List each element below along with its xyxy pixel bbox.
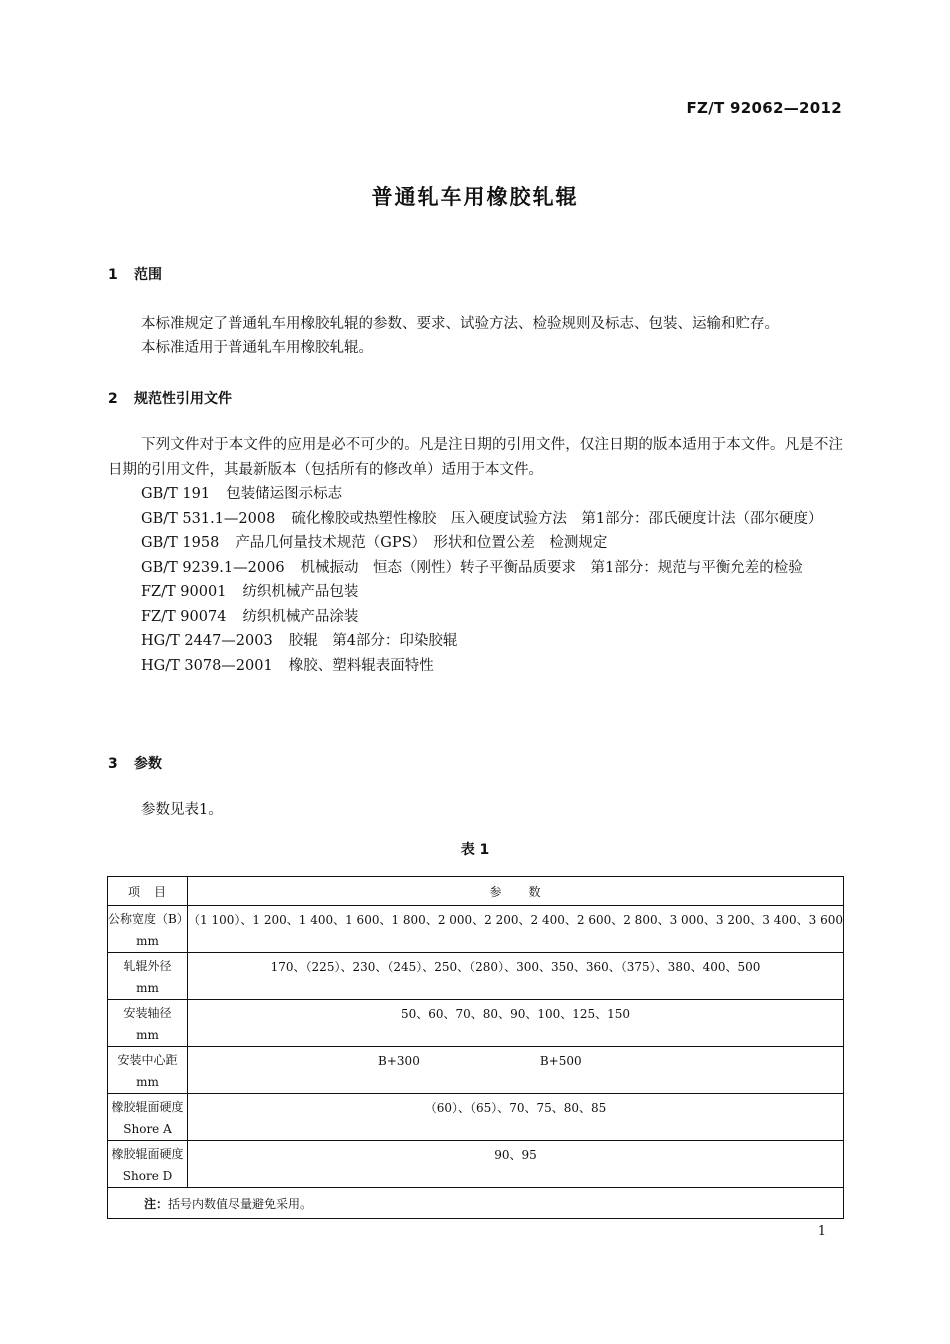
reference-title: 纺织机械产品涂装 [242,608,359,625]
reference-title: 包装储运图示标志 [226,486,343,502]
reference-item [108,654,843,679]
row-label [108,1047,188,1094]
value-pair [188,1051,843,1071]
section-1-heading [108,264,162,284]
reference-title: 机械振动 恒态（刚性）转子平衡品质要求 第1部分：规范与平衡允差的检验 [300,559,803,576]
row-value: （60）、（65）、70、75、80、85 [188,1094,844,1141]
row-unit: mm [136,934,159,948]
section-2-heading [108,388,232,408]
row-value: 50、60、70、80、90、100、125、150 [188,1000,844,1047]
row-name: 轧辊外径 [123,959,172,973]
value-a: B+300 [378,1054,420,1068]
row-unit: mm [136,981,159,995]
reference-code: FZ/T 90074 [141,608,227,625]
section-2-intro: 下列文件对于本文件的应用是必不可少的。凡是注日期的引用文件，仅注日期的版本适用于本文件。凡是不注日期的引用文件，其最新版本（包括所有的修改单）适用于本文件。 [108,437,843,478]
reference-item [108,507,843,532]
table-row [108,1047,844,1094]
reference-code: GB/T 9239.1—2006 [141,559,285,576]
section-number: 2 [108,391,118,407]
row-unit: Shore A [123,1122,172,1136]
row-name: 公称宽度（B） [108,912,189,926]
section-number: 1 [108,267,118,283]
row-label [108,1141,188,1188]
row-name: 安装中心距 [117,1053,178,1067]
section-title: 参数 [134,756,162,772]
row-value: 90、95 [188,1141,844,1188]
reference-title: 纺织机械产品包装 [242,584,359,600]
reference-title: 产品几何量技术规范（GPS） 形状和位置公差 检测规定 [235,535,608,551]
section-3-paragraph: 参数见表1。 [141,802,223,818]
page-number: 1 [817,1224,826,1239]
section-title: 规范性引用文件 [134,391,232,407]
section-number: 3 [108,756,118,772]
row-label [108,953,188,1000]
reference-title: 胶辊 第4部分：印染胶辊 [288,633,458,649]
value-b: B+500 [539,1054,582,1068]
reference-title: 硫化橡胶或热塑性橡胶 压入硬度试验方法 第1部分：邵氏硬度计法（邵尔硬度） [291,510,823,527]
reference-item [108,605,843,630]
table-row [108,953,844,1000]
reference-code: HG/T 3078—2001 [141,657,273,674]
section-1-paragraph-1: 本标准规定了普通轧车用橡胶轧辊的参数、要求、试验方法、检验规则及标志、包装、运输和贮存。 [141,316,779,332]
row-label [108,906,188,953]
row-value: 170、（225）、230、（245）、250、（280）、300、350、360、（375）、380、400、500 [188,953,844,1000]
row-value [188,1047,844,1094]
table-row [108,1000,844,1047]
column-header-value: 参 数 [188,877,844,906]
row-name: 橡胶辊面硬度 [111,1147,184,1161]
section-3-heading [108,753,162,773]
row-unit: mm [136,1075,159,1089]
note-label: 注： [144,1196,169,1211]
row-unit: mm [136,1028,159,1042]
row-value: （1 100）、1 200、1 400、1 600、1 800、2 000、2 200、2 400、2 600、2 800、3 000、3 200、3 400、3 600 [188,906,844,953]
reference-item [108,531,843,556]
table-header-row [108,877,844,906]
row-label [108,1094,188,1141]
reference-list [108,482,843,678]
reference-item [108,482,843,507]
reference-code: GB/T 191 [141,486,211,502]
reference-code: GB/T 531.1—2008 [141,510,276,527]
table-note-row [108,1188,844,1219]
table-note [108,1188,844,1219]
reference-code: HG/T 2447—2003 [141,633,273,649]
section-1-paragraph-2: 本标准适用于普通轧车用橡胶轧辊。 [141,340,373,356]
reference-item [108,580,843,605]
note-text: 括号内数值尽量避免采用。 [168,1196,313,1211]
table-row [108,906,844,953]
parameter-table [107,876,844,1219]
row-unit: Shore D [122,1169,173,1183]
row-name: 橡胶辊面硬度 [111,1100,184,1114]
reference-item [108,556,843,581]
standard-code: FZ/T 92062—2012 [686,99,842,117]
table-caption: 表 1 [460,842,490,858]
reference-code: FZ/T 90001 [141,584,227,600]
reference-code: GB/T 1958 [141,535,220,551]
reference-item [108,629,843,654]
table-row [108,1141,844,1188]
row-name: 安装轴径 [123,1006,172,1020]
table-row [108,1094,844,1141]
reference-title: 橡胶、塑料辊表面特性 [288,657,434,674]
column-header-item: 项 目 [108,877,188,906]
row-label [108,1000,188,1047]
section-title: 范围 [134,267,162,283]
document-title: 普通轧车用橡胶轧辊 [371,185,579,209]
